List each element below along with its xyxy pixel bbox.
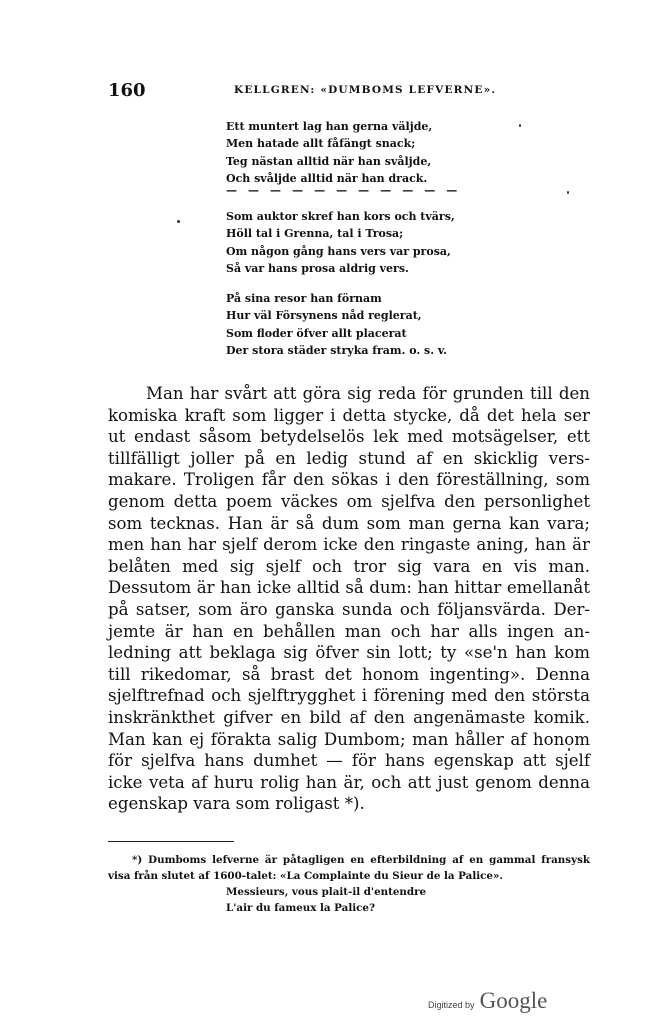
poem-line: Höll tal i Grenna, tal i Trosa; [226,227,404,241]
poem-line: Der stora städer stryka fram. o. s. v. [226,344,448,358]
watermark-prefix: Digitized by [428,1000,475,1010]
poem-line: Ett muntert lag han gerna väljde, [226,120,433,133]
poem-stanza-1 [226,118,432,188]
poem-line: På sina resor han förnam [226,292,382,305]
body-paragraph: Man har svårt att göra sig reda för grunden till den komiska kraft som ligger i detta stycke, då det hela ser ut endast såsom betydelselös lek med motsägelser, ett tillfälligt joller på en ledig stund af en skicklig versmakare. Troligen får den sökas i den föreställning, som genom detta poem väckes om sjelfva den personlighet som tecknas. Han är så dum som man gerna kan vara; men han har sjelf derom icke den ringaste aning, han är belåten med sig sjelf och tror sig vara en vis man. Dessutom är han icke alltid så dum: han hittar emellanåt på satser, som äro ganska sunda och följansvärda. Derjemte är han en behållen man och har alls ingen anledning att beklaga sig öfver sin lott; ty «se'n han kom till rikedomar, så brast det honom ingenting». Denna sjelftrefnad och sjelftrygghet i förening med den största inskränkthet gifver en bild af den angenämaste komik. Man kan ej förakta salig Dumbom; man håller af honom för sjelfva hans dumhet — för hans egenskap att sjelf icke veta af huru rolig han är, och att just genom denna egenskap vara som roligast *). [108,384,590,814]
ink-speck [519,124,521,127]
poem-stanza-2 [226,208,455,278]
ink-speck [568,748,570,751]
footnote-rule [108,841,234,842]
ink-speck [177,220,180,223]
poem-stanza-3 [226,290,447,360]
poem-line: Hur väl Försynens nåd reglerat, [226,309,422,323]
poem-line: Så var hans prosa aldrig vers. [226,262,409,276]
body-text [108,383,590,815]
poem-ellipsis-dashes: — — — — — — — — — — — [226,184,461,197]
poem-line: Och svåljde alltid när han drack. [226,172,428,186]
page-number: 160 [108,80,146,101]
ink-speck [567,191,569,194]
poem-line: Men hatade allt fåfängt snack; [226,137,416,151]
running-title: KELLGREN: «DUMBOMS LEFVERNE». [234,84,497,96]
footnote [108,852,590,916]
poem-line: Teg nästan alltid när han svåljde, [226,154,432,168]
google-logo: Google [479,988,548,1013]
poem-line: Om någon gång hans vers var prosa, [226,244,451,258]
poem-line: Som floder öfver allt placerat [226,326,407,340]
digitized-by-google-watermark [428,988,547,1014]
page-header [108,80,588,104]
footnote-verse-line: L'air du fameux la Palice? [226,902,375,914]
poem-line: Som auktor skref han kors och tvärs, [226,210,455,223]
footnote-text: *) Dumboms lefverne är påtagligen en efterbildning af en gammal fransysk visa från slutet af 1600-talet: «La Complainte du Sieur de la Palice». [108,854,590,882]
footnote-verse-line: Messieurs, vous plait-il d'entendre [226,886,427,898]
